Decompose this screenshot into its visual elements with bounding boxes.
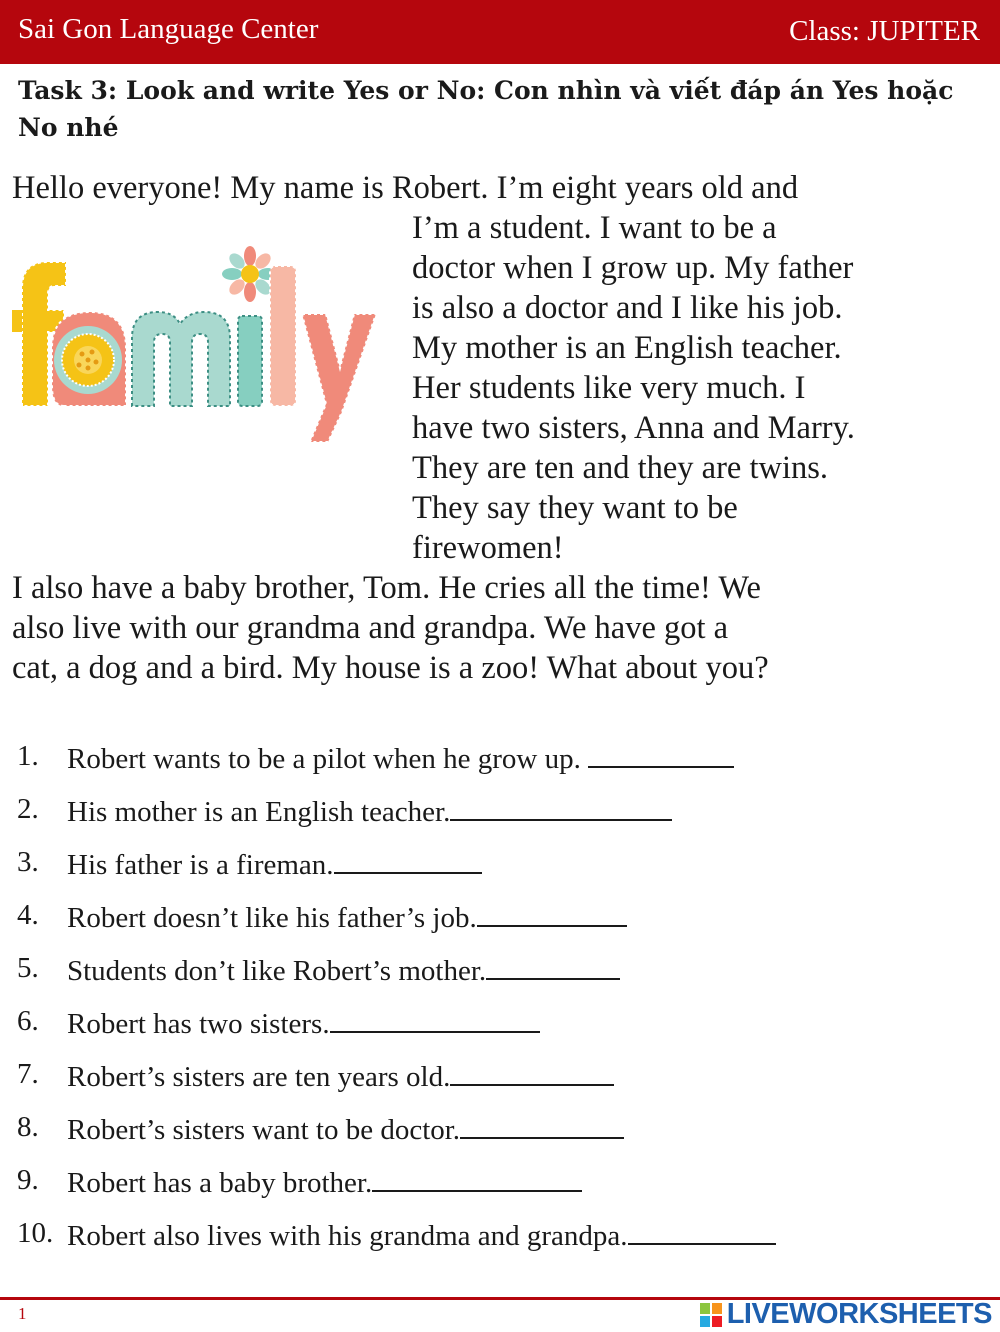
question-text: Robert’s sisters are ten years old.	[67, 1061, 451, 1093]
passage-line: They are ten and they are twins.	[412, 450, 829, 486]
answer-blank[interactable]	[628, 1217, 776, 1245]
question-text: Robert has a baby brother.	[67, 1167, 373, 1199]
question-number: 4.	[17, 899, 39, 931]
letter-l	[270, 266, 296, 406]
question-item	[0, 1164, 1000, 1204]
question-text: His mother is an English teacher.	[67, 796, 451, 828]
passage-line: Hello everyone! My name is Robert. I’m eight years old and	[12, 170, 799, 206]
question-item	[0, 1217, 1000, 1257]
passage-line: cat, a dog and a bird. My house is a zoo! What about you?	[12, 650, 769, 686]
question-number: 7.	[17, 1058, 39, 1090]
class-label: Class: JUPITER	[789, 15, 980, 47]
liveworksheets-icon	[699, 1302, 723, 1328]
question-item	[0, 1058, 1000, 1098]
question-text: His father is a fireman.	[67, 849, 334, 881]
passage-line: doctor when I grow up. My father	[412, 250, 854, 286]
question-number: 5.	[17, 952, 39, 984]
answer-blank[interactable]	[486, 952, 620, 980]
question-text: Robert has two sisters.	[67, 1008, 330, 1040]
answer-blank[interactable]	[334, 846, 482, 874]
passage-line: I also have a baby brother, Tom. He cries all the time! We	[12, 570, 761, 606]
question-item	[0, 846, 1000, 886]
answer-blank[interactable]	[372, 1164, 582, 1192]
answer-blank[interactable]	[450, 793, 672, 821]
question-item	[0, 899, 1000, 939]
question-text: Robert’s sisters want to be doctor.	[67, 1114, 461, 1146]
question-number: 10.	[17, 1217, 54, 1249]
passage-line: They say they want to be	[412, 490, 738, 526]
question-item	[0, 740, 1000, 780]
question-number: 1.	[17, 740, 39, 772]
letter-y	[302, 314, 376, 442]
answer-blank[interactable]	[450, 1058, 614, 1086]
task-title: Task 3: Look and write Yes or No: Con nhìn và viết đáp án Yes hoặc No nhé	[18, 76, 954, 142]
brand-logo[interactable]	[699, 1298, 992, 1331]
answer-blank[interactable]	[330, 1005, 540, 1033]
brand-name: LIVEWORKSHEETS	[726, 1298, 992, 1330]
passage-line: My mother is an English teacher.	[412, 330, 842, 366]
passage-line: have two sisters, Anna and Marry.	[412, 410, 855, 446]
letter-a	[52, 312, 126, 406]
passage-line: firewomen!	[412, 530, 564, 566]
question-text: Robert wants to be a pilot when he grow up.	[67, 743, 589, 775]
question-number: 8.	[17, 1111, 39, 1143]
question-number: 2.	[17, 793, 39, 825]
page-number: 1	[18, 1304, 27, 1323]
question-number: 6.	[17, 1005, 39, 1037]
question-number: 3.	[17, 846, 39, 878]
passage-line: is also a doctor and I like his job.	[412, 290, 843, 326]
letter-m	[132, 312, 230, 406]
answer-blank[interactable]	[477, 899, 627, 927]
question-text: Students don’t like Robert’s mother.	[67, 955, 487, 987]
passage-line: also live with our grandma and grandpa. We have got a	[12, 610, 729, 646]
question-text: Robert also lives with his grandma and grandpa.	[67, 1220, 628, 1252]
question-item	[0, 793, 1000, 833]
header-bar	[0, 0, 1000, 64]
passage-line: I’m a student. I want to be a	[412, 210, 777, 246]
question-number: 9.	[17, 1164, 39, 1196]
question-item	[0, 1111, 1000, 1151]
answer-blank[interactable]	[588, 740, 734, 768]
question-text: Robert doesn’t like his father’s job.	[67, 902, 477, 934]
question-item	[0, 1005, 1000, 1045]
school-name: Sai Gon Language Center	[18, 13, 319, 45]
family-word-art	[8, 236, 378, 448]
answer-blank[interactable]	[460, 1111, 624, 1139]
question-item	[0, 952, 1000, 992]
passage-line: Her students like very much. I	[412, 370, 806, 406]
